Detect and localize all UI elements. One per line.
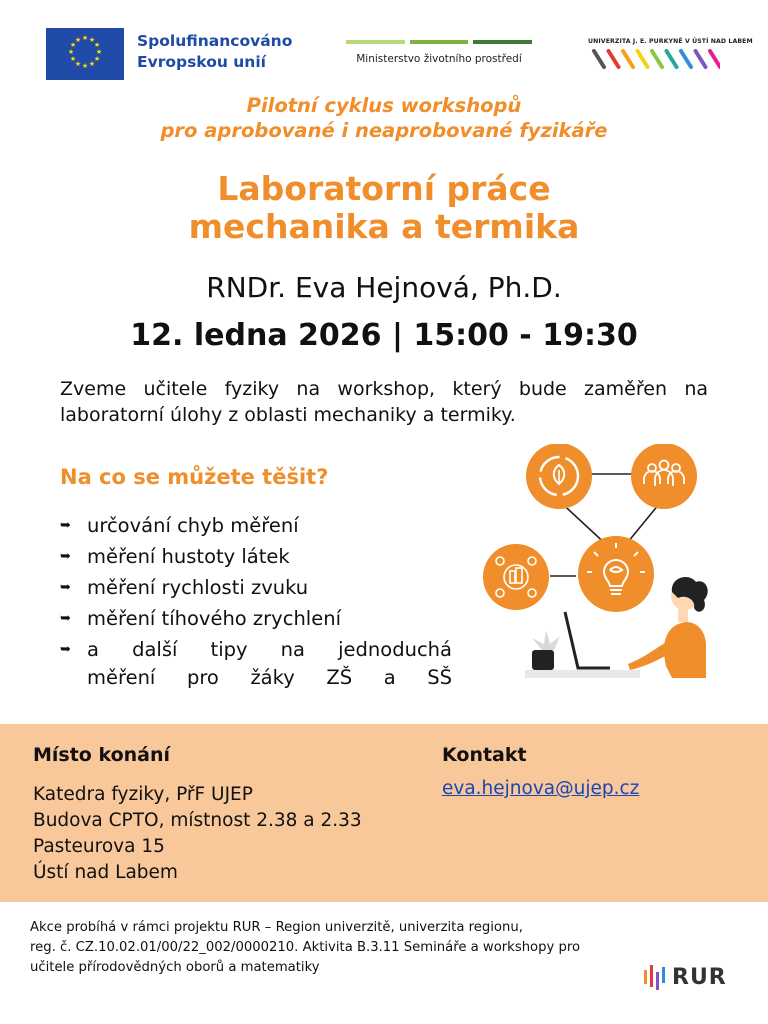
svg-text:★: ★ [81,34,89,42]
venue-line: Budova CPTO, místnost 2.38 a 2.33 [33,810,362,831]
list-item [60,603,452,634]
eu-text-line1: Spolufinancováno [137,32,293,50]
venue-heading: Místo konání [33,744,171,766]
ujep-stripe [696,51,706,67]
list-item [60,572,452,603]
arrow-bullet-icon: ➥ [60,580,71,595]
eco-cycle-icon [526,444,592,509]
venue-line: Ústí nad Labem [33,862,178,883]
ujep-stripe [638,51,648,67]
svg-text:★: ★ [69,41,77,49]
speaker-name: RNDr. Eva Hejnová, Ph.D. [206,271,562,304]
ujep-stripe [623,51,633,67]
lightbulb-idea-icon [578,536,654,612]
svg-text:★: ★ [67,48,75,56]
list-heading: Na co se můžete těšit? [60,465,329,489]
ujep-stripe [681,51,691,67]
svg-text:★: ★ [69,55,77,63]
city-network-icon [483,544,549,610]
footer-line: reg. č. CZ.10.02.01/00/22_002/0000210. Aktivita B.3.11 Semináře a workshopy pro [30,940,581,955]
list-item-label: měření tíhového zrychlení [87,607,341,630]
list-item-label: určování chyb měření [87,514,299,537]
list-item-label: měření rychlosti zvuku [87,576,309,599]
svg-text:★: ★ [93,55,101,63]
potted-plant-icon [532,630,560,670]
eu-cofunding-text [137,31,292,73]
eu-flag-logo [46,28,124,80]
intro-paragraph: Zveme učitele fyziky na workshop, který bude zaměřen na laboratorní úlohy z oblasti mechaniky a termiky. [60,378,708,426]
svg-text:★: ★ [81,62,89,70]
mzp-bar [346,40,405,44]
workshop-illustration [480,444,726,690]
workshop-series-subtitle-line1: Pilotní cyklus workshopů [246,94,522,117]
arrow-bullet-icon: ➥ [60,611,71,626]
ujep-stripe [667,51,677,67]
contact-heading: Kontakt [442,744,527,766]
svg-text:★: ★ [95,48,103,56]
feature-list [60,510,452,690]
svg-text:★: ★ [74,60,82,68]
ujep-stripe [710,51,720,67]
list-item-label-line1: a další tipy na jednoduchá [87,638,452,661]
rur-bars-icon [644,962,666,990]
venue-line: Pasteurova 15 [33,836,165,857]
venue-address [33,782,362,886]
svg-text:★: ★ [93,41,101,49]
ujep-logo-name: UNIVERZITA J. E. PURKYNĚ V ÚSTÍ NAD LABEM [588,38,753,45]
ujep-stripe [652,51,662,67]
eu-text-line2: Evropskou unií [137,53,266,71]
list-item-label-line2: měření pro žáky ZŠ a SŠ [87,666,452,689]
list-item [60,541,452,572]
main-title-line1: Laboratorní práce [217,169,551,208]
svg-text:★: ★ [74,36,82,44]
list-item-label: měření hustoty látek [87,545,290,568]
ujep-stripe [609,51,619,67]
workshop-series-subtitle-line2: pro aprobované i neaprobované fyzikáře [160,119,608,142]
main-title-line2: mechanika a termika [188,207,580,246]
venue-line: Katedra fyziky, PřF UJEP [33,784,253,805]
arrow-bullet-icon: ➥ [60,642,71,657]
list-item [60,634,452,690]
mzp-logo-text: Ministerstvo životního prostředí [356,53,522,65]
svg-text:★: ★ [88,36,96,44]
list-item [60,510,452,541]
project-footer-note [30,918,730,978]
ujep-logo-stripes [588,48,720,70]
contact-email-link[interactable]: eva.hejnova@ujep.cz [442,778,640,799]
rur-logo-text: RUR [672,965,727,990]
mzp-bar [410,40,469,44]
mzp-bar [473,40,532,44]
ujep-stripe [594,51,604,67]
event-datetime: 12. ledna 2026 | 15:00 - 19:30 [130,318,638,353]
people-group-icon [631,444,697,509]
svg-text:★: ★ [88,60,96,68]
arrow-bullet-icon: ➥ [60,518,71,533]
footer-line: Akce probíhá v rámci projektu RUR – Region univerzitě, univerzita regionu, [30,920,523,935]
arrow-bullet-icon: ➥ [60,549,71,564]
mzp-logo-bars [346,40,532,44]
rur-logo [644,962,727,990]
footer-line: učitele přírodovědných oborů a matematiky [30,960,320,975]
